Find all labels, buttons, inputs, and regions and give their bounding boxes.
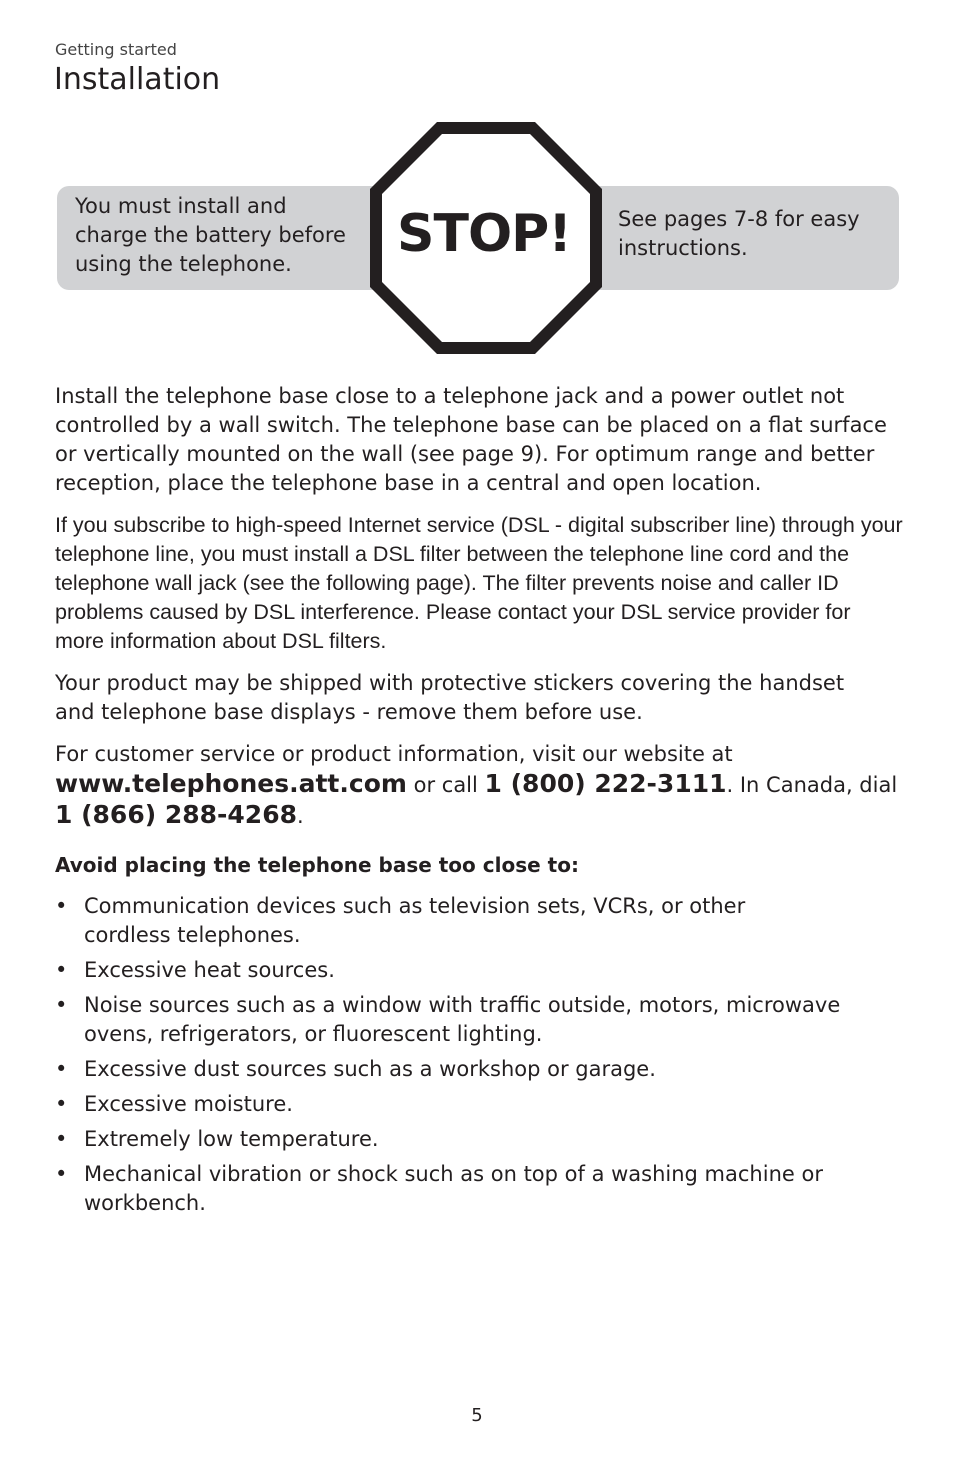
stop-sign-text: STOP! [397,204,571,264]
bullet-icon: • [55,958,68,982]
section-label: Getting started [55,40,177,59]
bullet-icon: • [55,1057,68,1081]
page-number: 5 [471,1405,483,1426]
bullet-icon: • [55,993,68,1017]
canada-text: . In Canada, dial [726,773,898,797]
list-item: • Excessive dust sources such as a workshop or garage. [55,1055,905,1084]
list-item: • Excessive heat sources. [55,956,905,985]
contact-intro: For customer service or product information, visit our website at [55,742,733,766]
avoid-list [55,892,905,1224]
list-item: • Mechanical vibration or shock such as on top of a washing machine or workbench. [55,1162,823,1215]
contact-end: . [296,804,304,828]
instructions-reference-text: See pages 7-8 for easy instructions. [618,207,860,260]
bullet-icon: • [55,894,68,918]
list-item: • Excessive moisture. [55,1090,905,1119]
dsl-paragraph: If you subscribe to high-speed Internet service (DSL - digital subscriber line) through your telephone line, you must install a DSL filter between the telephone line cord and the telephone wall jack (see the following page). The filter prevents noise and caller ID problems caused by DSL interference. Please contact your DSL service provider for more information about DSL filters. [55,513,903,653]
bullet-icon: • [55,1092,68,1116]
contact-paragraph [55,740,905,831]
bullet-icon: • [55,1162,68,1186]
list-item: • Communication devices such as television sets, VCRs, or other cordless telephones. [55,894,746,947]
placement-paragraph: Install the telephone base close to a telephone jack and a power outlet not controlled by a wall switch. The telephone base can be placed on a flat surface or vertically mounted on the wall (see page 9). For optimum range and better reception, place the telephone base in a central and open location. [55,384,887,495]
bullet-icon: • [55,1127,68,1151]
page-title: Installation [54,62,221,97]
avoid-heading: Avoid placing the telephone base too close to: [55,853,579,877]
list-item: • Extremely low temperature. [55,1125,905,1154]
us-phone-number: 1 (800) 222-3111 [484,769,727,798]
website-link[interactable]: www.telephones.att.com [55,769,407,798]
canada-phone-number: 1 (866) 288-4268 [55,800,297,829]
list-item: • Noise sources such as a window with traffic outside, motors, microwave ovens, refrigerators, or fluorescent lighting. [55,993,841,1046]
stickers-paragraph: Your product may be shipped with protective stickers covering the handset and telephone base displays - remove them before use. [55,671,845,724]
or-call-text: or call [406,773,485,797]
battery-warning-text: You must install and charge the battery before using the telephone. [75,194,346,276]
